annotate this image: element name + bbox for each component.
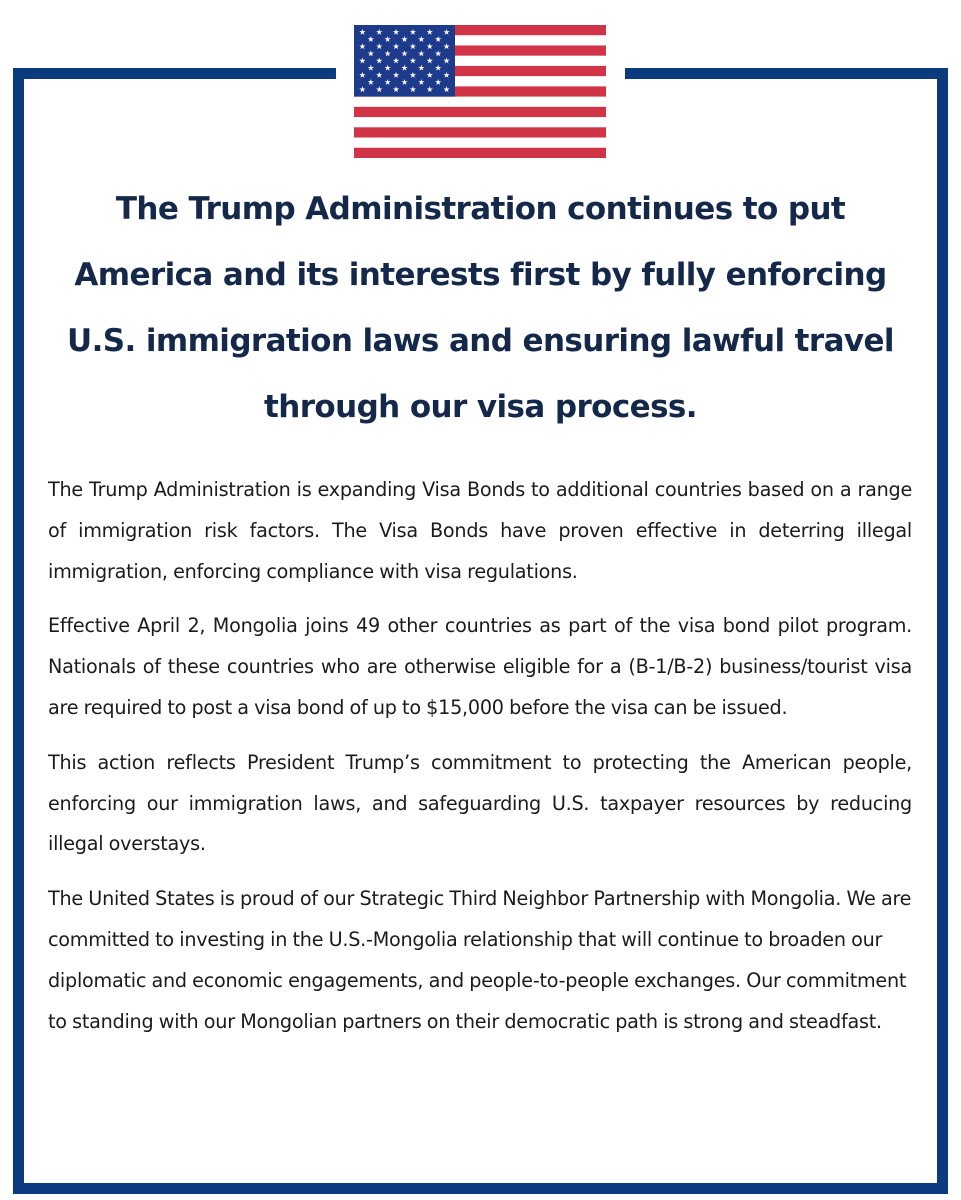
paragraph-mongolia-effective-date: Effective April 2, Mongolia joins 49 other countries as part of the visa bond pilot program. Nationals of these countries who are otherwise eligible for a (B-1/B-2) business/tourist visa are required to post a visa bond of up to $15,000 before the visa can be issued. [48, 614, 912, 719]
paragraph-partnership: The United States is proud of our Strategic Third Neighbor Partnership with Mongolia. We are committed to investing in the U.S.-Mongolia relationship that will continue to broaden our diplomatic and economic engagements, and people-to-people exchanges. Our commitment to standing with our Mongolian partners on their democratic path is strong and steadfast. [48, 887, 912, 1033]
headline: The Trump Administration continues to put America and its interests first by fully enforcing U.S. immigration laws and ensuring lawful travel through our visa process. [67, 191, 894, 425]
body-text [48, 470, 912, 1056]
paragraph-visa-bonds-expansion: The Trump Administration is expanding Visa Bonds to additional countries based on a range of immigration risk factors. The Visa Bonds have proven effective in deterring illegal immigration, enforcing compliance with visa regulations. [48, 478, 912, 583]
paragraph-commitment: This action reflects President Trump’s commitment to protecting the American people, enforcing our immigration laws, and safeguarding U.S. taxpayer resources by reducing illegal overstays. [48, 750, 912, 856]
us-flag-icon [354, 25, 606, 158]
